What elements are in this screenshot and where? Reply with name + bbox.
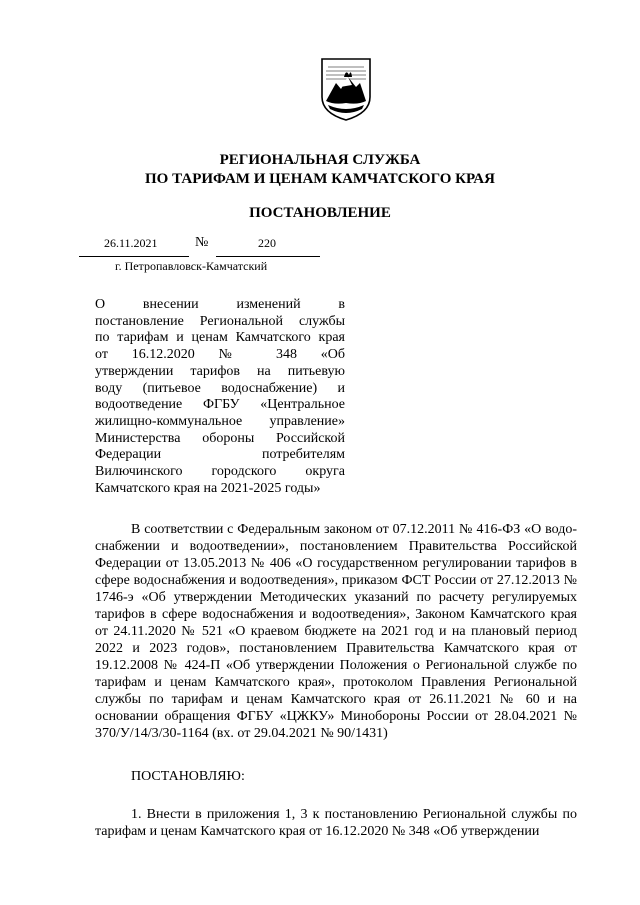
subject-line: Вилючинского городского округа — [95, 464, 345, 480]
subject-line: О внесении изменений в — [95, 297, 345, 312]
number-sign: № — [195, 235, 209, 250]
decree-word: ПОСТАНОВЛЯЮ: — [131, 769, 245, 784]
subject-line: Камчатского края на 2021-2025 годы» — [95, 480, 321, 496]
organization-name-line2: ПО ТАРИФАМ И ЦЕНАМ КАМЧАТСКОГО КРАЯ — [145, 171, 495, 187]
date-underline — [79, 256, 189, 257]
document-number: 220 — [258, 236, 276, 250]
document-subject — [95, 297, 345, 497]
document-type: ПОСТАНОВЛЕНИЕ — [249, 205, 391, 221]
clause-1-paragraph: 1. Внести в приложения 1, 3 к постановлению Региональной службы по тарифам и ценам Камчатского края от 16.12.2020 № 348 «Об утверждении — [95, 807, 577, 839]
city: г. Петропавловск-Камчатский — [115, 259, 268, 273]
subject-line: Министерства обороны Российской — [95, 430, 345, 446]
subject-line: водоотведение ФГБУ «Центральное — [95, 397, 345, 413]
subject-line: постановление Региональной службы — [95, 313, 345, 329]
subject-line: воду (питьевое водоснабжение) и — [95, 380, 345, 396]
subject-line: жилищно-коммунальное управление» — [95, 413, 345, 429]
number-underline — [216, 256, 320, 257]
subject-line: Федерации потребителям — [95, 447, 345, 463]
subject-line: от 16.12.2020 № 348 «Об — [95, 347, 345, 363]
subject-line: утверждении тарифов на питьевую — [95, 363, 345, 379]
subject-line: по тарифам и ценам Камчатского края — [95, 330, 345, 346]
kamchatka-coat-of-arms-icon — [318, 57, 374, 121]
organization-name-line1: РЕГИОНАЛЬНАЯ СЛУЖБА — [219, 152, 421, 168]
preamble-paragraph: В соответствии с Федеральным законом от 07.12.2011 № 416-ФЗ «О водо-снабжении и водоотведении», постановлением Правительства Российской Федерации от 13.05.2013 № 406 «О государственном регулировании тарифов в сфере водоснабжения и водоотведения», приказом ФСТ России от 27.12.2013 № 1746-э «Об утверждении Методических указаний по расчету регулируемых тарифов в сфере водоснабжения и водоотведения», Законом Камчатского края от 24.11.2020 № 521 «О краевом бюджете на 2021 год и на плановый период 2022 и 2023 годов», постановлением Правительства Камчатского края от 19.12.2008 № 424-П «Об утверждении Положения о Региональной службе по тарифам и ценам Камчатского края», протоколом Правления Региональной службы по тарифам и ценам Камчатского края от 26.11.2021 № 60 и на основании обращения ФГБУ «ЦЖКУ» Минобороны России от 28.04.2021 № 370/У/14/3/30-1164 (вх. от 29.04.2021 № 90/1431) — [95, 522, 577, 741]
document-date: 26.11.2021 — [104, 236, 158, 250]
